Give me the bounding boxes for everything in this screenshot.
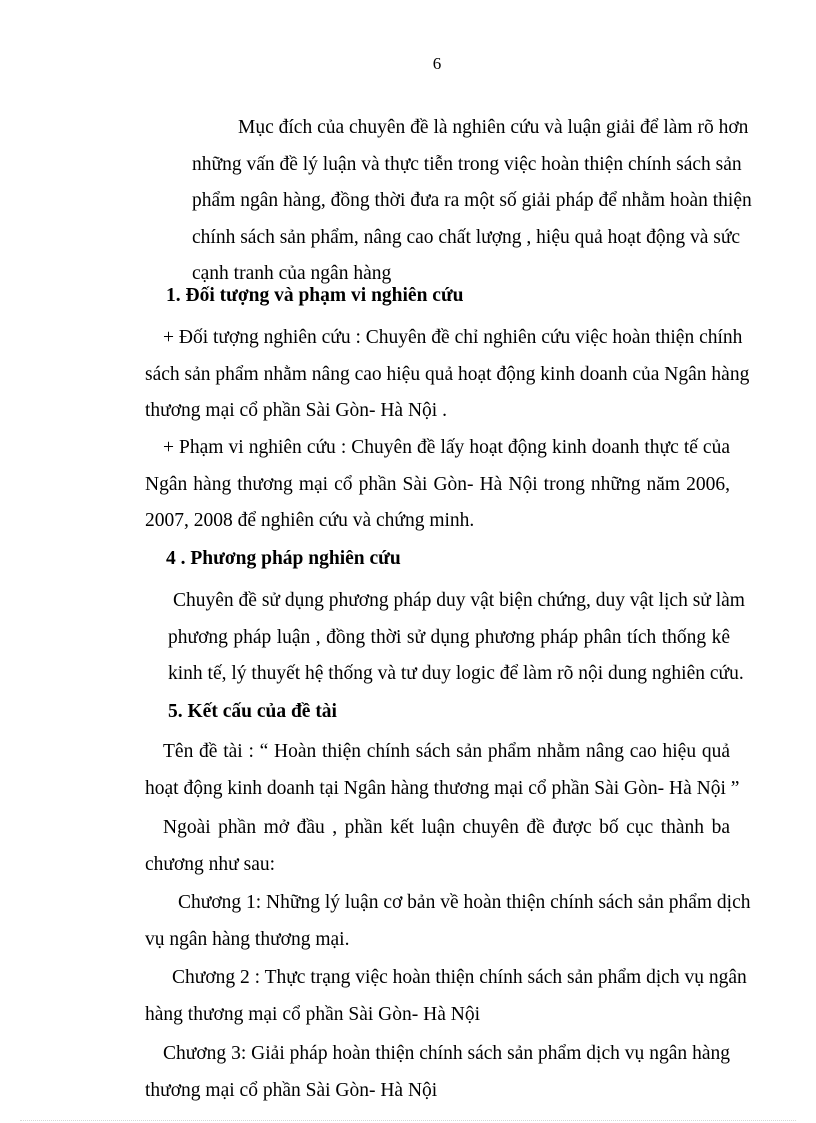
heading-text: 1. Đối tượng và phạm vi nghiên cứu <box>166 285 464 306</box>
heading-text: 4 . Phương pháp nghiên cứu <box>166 548 401 569</box>
text-line: phương pháp luận , đồng thời sử dụng phương pháp phân tích thống kê <box>168 626 730 648</box>
text-line: chương như sau: <box>145 853 276 875</box>
text-line: Chương 3: Giải pháp hoàn thiện chính sách sản phẩm dịch vụ ngân hàng <box>163 1043 730 1064</box>
section-heading-structure <box>168 694 337 731</box>
text-line: Chuyên đề sử dụng phương pháp duy vật biện chứng, duy vật lịch sử làm <box>173 590 745 611</box>
text-line: + Đối tượng nghiên cứu : Chuyên đề chỉ nghiên cứu việc hoàn thiện chính <box>163 327 743 348</box>
research-scope-paragraph <box>145 430 730 540</box>
intro-paragraph <box>192 110 752 293</box>
research-objects-paragraph <box>145 320 750 430</box>
section-heading-method <box>166 541 401 578</box>
text-line: 2007, 2008 để nghiên cứu và chứng minh. <box>145 510 475 531</box>
text-line: Chương 1: Những lý luận cơ bản về hoàn thiện chính sách sản phẩm dịch <box>178 892 751 913</box>
text-line: + Phạm vi nghiên cứu : Chuyên đề lấy hoạt động kinh doanh thực tế của <box>163 437 730 458</box>
text-line: vụ ngân hàng thương mại. <box>145 928 350 950</box>
chapter-2-paragraph <box>145 960 747 1033</box>
topic-title-paragraph <box>145 734 740 807</box>
text-line: hàng thương mại cổ phần Sài Gòn- Hà Nội <box>145 1003 480 1025</box>
text-line: thương mại cổ phần Sài Gòn- Hà Nội . <box>145 400 447 421</box>
text-line: phẩm ngân hàng, đồng thời đưa ra một số giải pháp để nhằm hoàn thiện <box>192 190 752 211</box>
text-line: sách sản phẩm nhằm nâng cao hiệu quả hoạt động kinh doanh của Ngân hàng <box>145 363 750 385</box>
method-paragraph <box>168 583 745 693</box>
text-line: thương mại cổ phần Sài Gòn- Hà Nội <box>145 1079 438 1101</box>
text-line: Mục đích của chuyên đề là nghiên cứu và luận giải để làm rõ hơn <box>238 117 749 138</box>
text-line: những vấn đề lý luận và thực tiễn trong việc hoàn thiện chính sách sản <box>192 153 742 175</box>
text-line: cạnh tranh của ngân hàng <box>192 263 392 284</box>
text-line: Ngoài phần mở đầu , phần kết luận chuyên đề được bố cục thành ba <box>163 817 730 838</box>
text-line: kinh tế, lý thuyết hệ thống và tư duy logic để làm rõ nội dung nghiên cứu. <box>168 663 744 684</box>
page-number: 6 <box>432 54 442 73</box>
text-line: chính sách sản phẩm, nâng cao chất lượng , hiệu quả hoạt động và sức <box>192 226 741 248</box>
text-line: Chương 2 : Thực trạng việc hoàn thiện chính sách sản phẩm dịch vụ ngân <box>172 967 747 988</box>
page-bottom-rule <box>20 1120 796 1122</box>
section-heading-objects <box>166 278 464 315</box>
chapter-1-paragraph <box>145 885 751 958</box>
text-line: Ngân hàng thương mại cổ phần Sài Gòn- Hà Nội trong những năm 2006, <box>145 473 730 495</box>
text-line: hoạt động kinh doanh tại Ngân hàng thương mại cổ phần Sài Gòn- Hà Nội ” <box>145 777 740 799</box>
chapter-3-paragraph <box>145 1036 730 1109</box>
heading-text: 5. Kết cấu của đề tài <box>168 701 337 722</box>
text-line: Tên đề tài : “ Hoàn thiện chính sách sản phẩm nhằm nâng cao hiệu quả <box>163 741 730 762</box>
outline-paragraph <box>145 810 730 883</box>
